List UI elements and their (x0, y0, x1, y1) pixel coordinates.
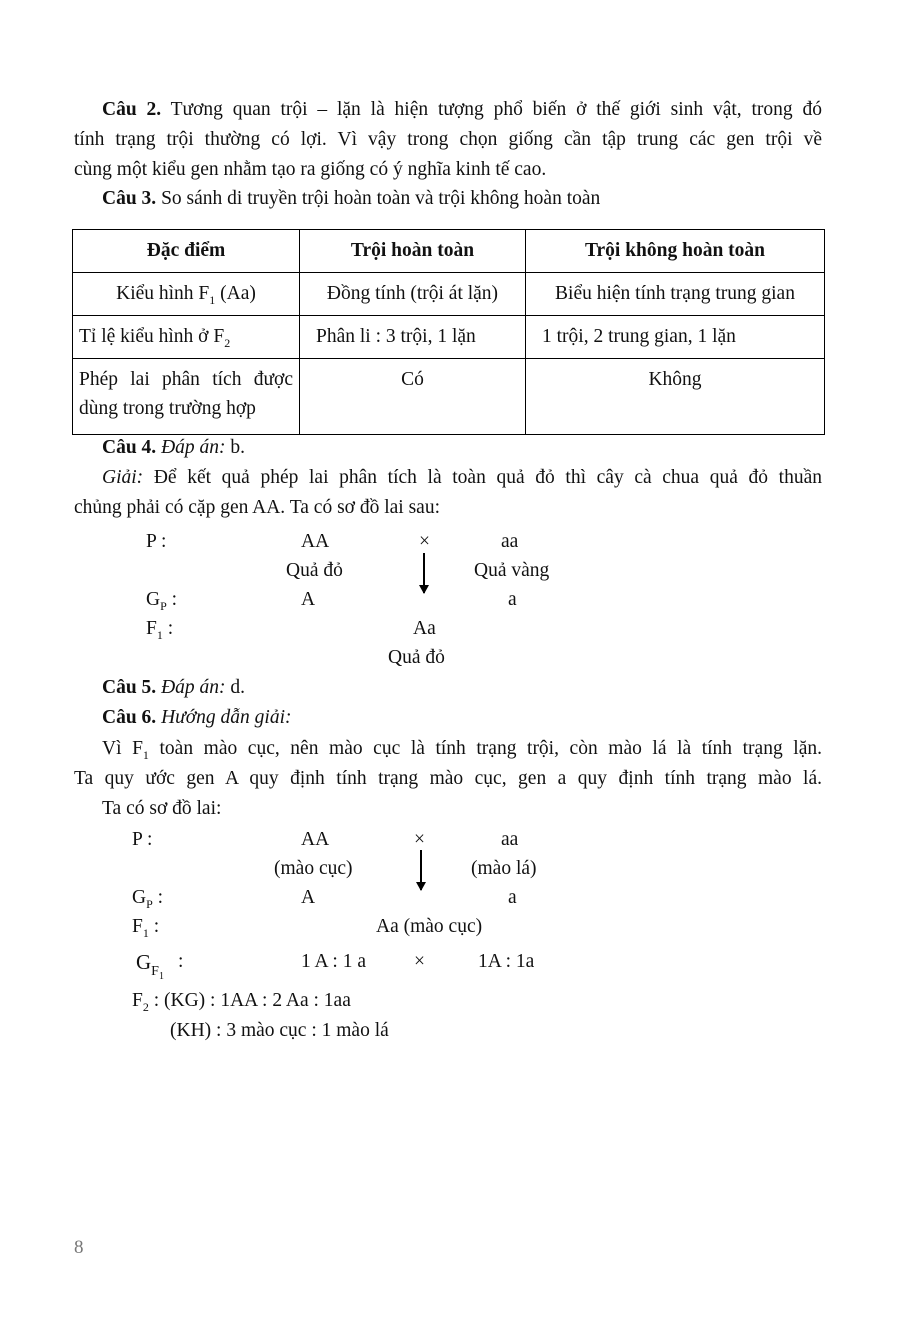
q2-paragraph-line1 (74, 98, 822, 122)
p-left-phenotype: Quả đỏ (286, 560, 343, 581)
p-right-genotype: aa (501, 829, 519, 850)
p-left-genotype: AA (301, 829, 330, 850)
q4-label: Câu 4. (102, 437, 157, 458)
q5-answer-label: Đáp án: (161, 677, 226, 698)
down-arrow-icon (423, 553, 425, 593)
f1-text: Aa (mào cục) (376, 916, 483, 937)
q2-text-line2: tính trạng trội thường có lợi. Vì vậy trong chọn giống cần tập trung các gen trội về (74, 129, 822, 150)
q4-solution-line1: Giải: Để kết quả phép lai phân tích là toàn quả đỏ thì cây cà chua quả đỏ thuần (102, 467, 822, 488)
cross-symbol: × (414, 829, 425, 850)
p-label: P : (146, 531, 167, 552)
q5-answer-value: d. (230, 677, 246, 698)
q4-solution-line2: chủng phải có cặp gen AA. Ta có sơ đồ lai sau: (74, 497, 440, 518)
gp-right-gamete: a (508, 589, 517, 610)
table-header-row (73, 230, 825, 273)
gp-left-gamete: A (301, 887, 316, 908)
gf1-cross-symbol: × (414, 951, 425, 972)
gp-right-gamete: a (508, 887, 517, 908)
q6-guide-label: Hướng dẫn giải: (161, 707, 292, 728)
table-cell: 1 trội, 2 trung gian, 1 lặn (526, 316, 825, 359)
p-label: P : (132, 829, 153, 850)
page-number: 8 (74, 1237, 84, 1258)
q4-solution-label: Giải: (102, 467, 144, 488)
q6-heading (102, 706, 292, 730)
q3-heading (102, 187, 600, 211)
table-cell: Có (300, 359, 526, 435)
table-cell: Biểu hiện tính trạng trung gian (526, 273, 825, 316)
gp-label: $G_P$ : (132, 887, 164, 911)
f2-genotype-line: $F_2$ : (KG) : 1AA : 2 Aa : 1aa (132, 990, 351, 1014)
p-right-phenotype: (mào lá) (471, 858, 537, 879)
gf1-right-ratio: 1A : 1a (478, 951, 535, 972)
table-cell: Tỉ lệ kiểu hình ở $F_2$ (73, 316, 300, 359)
table-header-cell: Đặc điểm (73, 230, 300, 273)
q6-line1: Vì $F_1$ toàn mào cục, nên mào cục là tính trạng trội, còn mào lá là tính trạng lặn. (102, 738, 822, 762)
gf1-label: $G_{F_1}$ (136, 950, 164, 982)
f1-label: $F_1$ : (146, 618, 174, 642)
q2-text-line1: Tương quan trội – lặn là hiện tượng phổ biến ở thế giới sinh vật, trong đó (170, 99, 822, 120)
q5-label: Câu 5. (102, 677, 157, 698)
gf1-left-ratio: 1 A : 1 a (301, 951, 367, 972)
f1-genotype: Aa (413, 618, 436, 639)
gf1-colon: : (178, 951, 184, 972)
comparison-table (72, 229, 825, 435)
table-row (73, 316, 825, 359)
table-cell: Kiểu hình $F_1$ (Aa) (73, 273, 300, 316)
table-row (73, 273, 825, 316)
table-row (73, 359, 825, 435)
table-cell: Không (526, 359, 825, 435)
down-arrow-icon (420, 850, 422, 890)
table-header-cell: Trội không hoàn toàn (526, 230, 825, 273)
f2-phenotype-line: (KH) : 3 mào cục : 1 mào lá (170, 1020, 389, 1041)
q2-label: Câu 2. (102, 99, 162, 120)
f1-label: $F_1$ : (132, 916, 160, 940)
table-cell: Phép lai phân tích được dùng trong trường hợp (73, 359, 300, 435)
table-cell: Đồng tính (trội át lặn) (300, 273, 526, 316)
q6-line3: Ta có sơ đồ lai: (102, 798, 222, 819)
cross-symbol: × (419, 531, 430, 552)
p-right-genotype: aa (501, 531, 519, 552)
q4-answer-value: b. (230, 437, 246, 458)
q4-answer-label: Đáp án: (161, 437, 226, 458)
gp-left-gamete: A (301, 589, 316, 610)
q6-label: Câu 6. (102, 707, 157, 728)
q6-line2: Ta quy ước gen A quy định tính trạng mào cục, gen a quy định tính trạng mào lá. (74, 768, 822, 789)
p-right-phenotype: Quả vàng (474, 560, 550, 581)
q5-answer (102, 676, 245, 700)
p-left-genotype: AA (301, 531, 330, 552)
table-header-cell: Trội hoàn toàn (300, 230, 526, 273)
q2-text-line3: cùng một kiểu gen nhằm tạo ra giống có ý nghĩa kinh tế cao. (74, 159, 547, 180)
q3-label: Câu 3. (102, 188, 157, 209)
table-cell: Phân li : 3 trội, 1 lặn (300, 316, 526, 359)
q4-answer (102, 436, 245, 460)
f1-phenotype: Quả đỏ (388, 647, 445, 668)
p-left-phenotype: (mào cục) (274, 858, 353, 879)
gp-label: $G_P$ : (146, 589, 178, 613)
q3-text: So sánh di truyền trội hoàn toàn và trội không hoàn toàn (161, 188, 601, 209)
